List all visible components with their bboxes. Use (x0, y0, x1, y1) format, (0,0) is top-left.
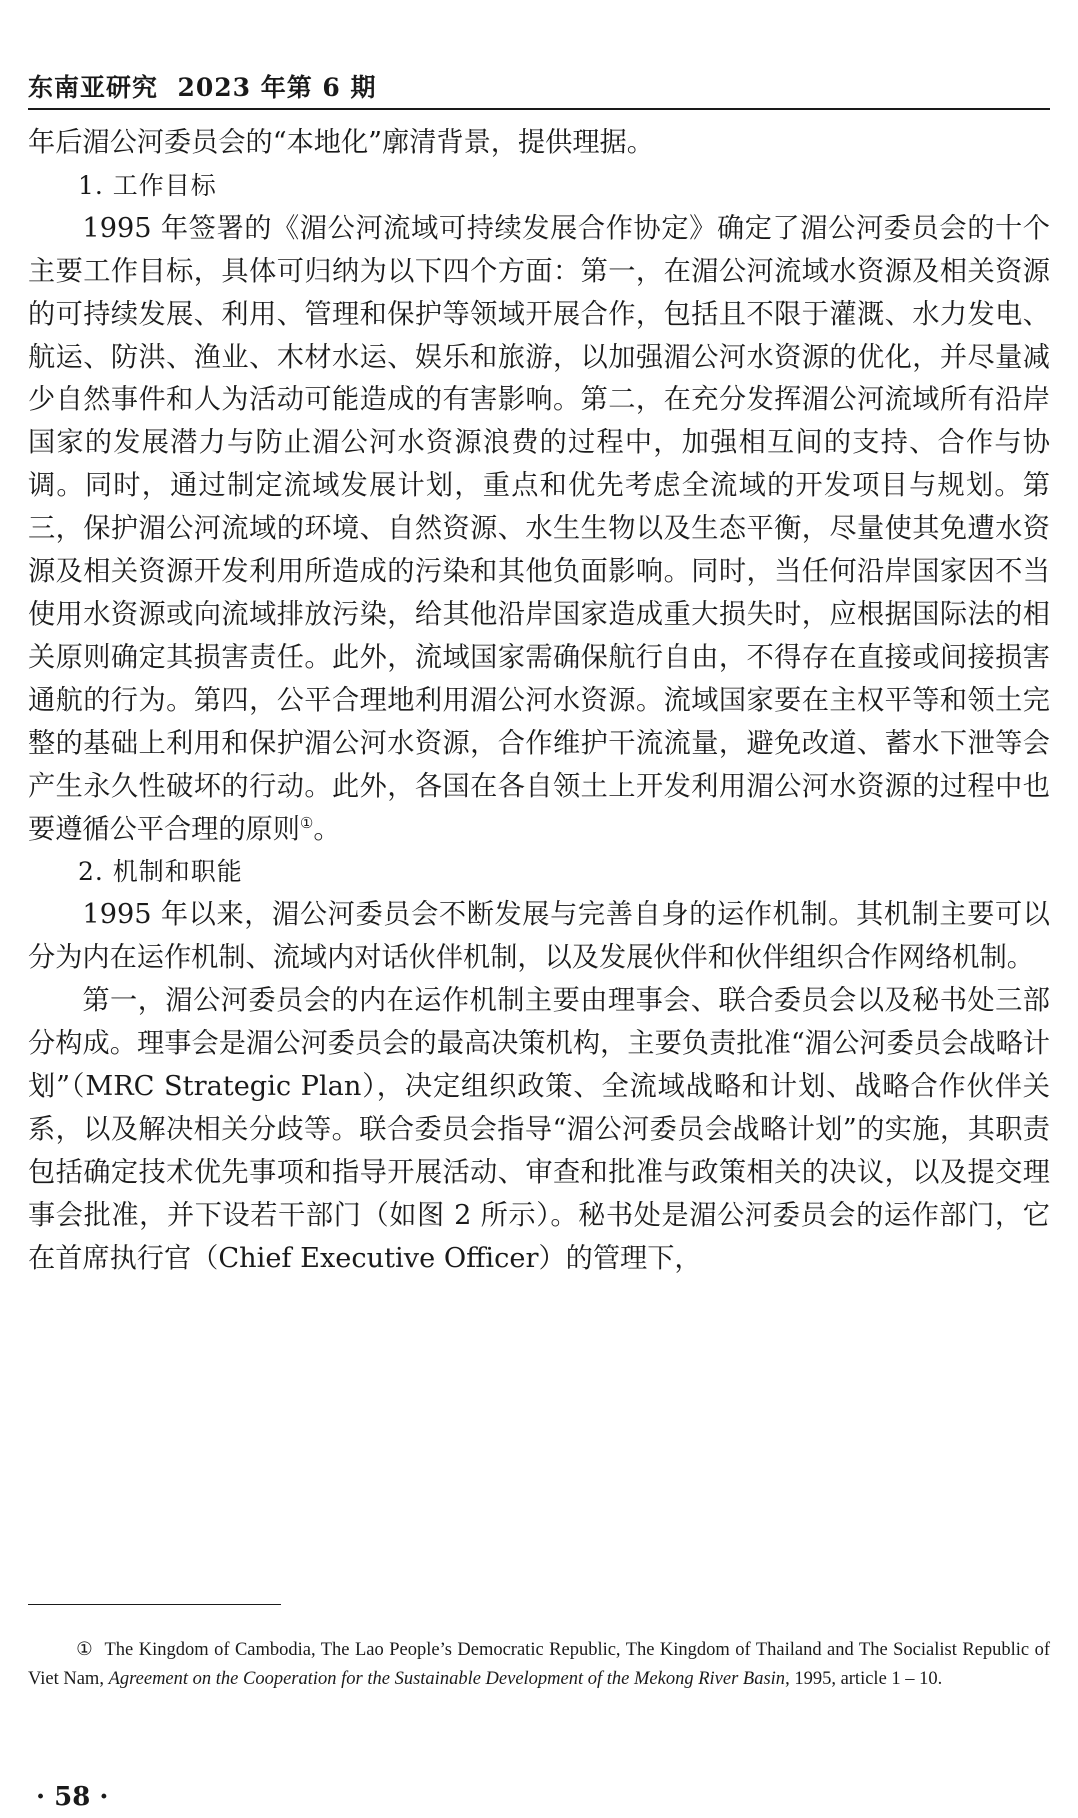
paragraph-work-goals-end: 。 (313, 813, 341, 845)
running-header (28, 60, 1050, 110)
page-number: · 58 · (36, 1782, 109, 1812)
paragraph-work-goals-text: 1995 年签署的《湄公河流域可持续发展合作协定》确定了湄公河委员会的十个主要工作目标，具体可归纳为以下四个方面：第一，在湄公河流域水资源及相关资源的可持续发展、利用、管理和保护等领域开展合作，包括且不限于灌溉、水力发电、航运、防洪、渔业、木材水运、娱乐和旅游，以加强湄公河水资源的优化，并尽量减少自然事件和人为活动可能造成的有害影响。第二，在充分发挥湄公河流域所有沿岸国家的发展潜力与防止湄公河水资源浪费的过程中，加强相互间的支持、合作与协调。同时，通过制定流域发展计划，重点和优先考虑全流域的开发项目与规划。第三，保护湄公河流域的环境、自然资源、水生生物以及生态平衡，尽量使其免遭水资源及相关资源开发利用所造成的污染和其他负面影响。同时，当任何沿岸国家因不当使用水资源或向流域排放污染，给其他沿岸国家造成重大损失时，应根据国际法的相关原则确定其损害责任。此外，流域国家需确保航行自由，不得存在直接或间接损害通航的行为。第四，公平合理地利用湄公河水资源。流域国家要在主权平等和领土完整的基础上利用和保护湄公河水资源，合作维护干流流量，避免改道、蓄水下泄等会产生永久性破坏的行动。此外，各国在各自领土上开发利用湄公河水资源的过程中也要遵循公平合理的原则 (28, 212, 1050, 845)
journal-name: 东南亚研究 (28, 73, 159, 102)
paragraph-work-goals (28, 208, 1050, 852)
footnote-title: Agreement on the Cooperation for the Sustainable Development of the Mekong River Basin (108, 1669, 786, 1689)
paragraph-continuation: 年后湄公河委员会的“本地化”廓清背景，提供理据。 (28, 127, 654, 158)
footnote-text-after: , 1995, article 1 – 10. (785, 1669, 943, 1689)
footnote-text-before: The Kingdom of Cambodia, The Lao People’s Democratic Republic, The Kingdom of Thailand and The Socialist Republic of Viet Nam, (28, 1640, 1050, 1689)
footnote-marker: ① (76, 1640, 94, 1660)
paragraph-mechanism-intro: 1995 年以来，湄公河委员会不断发展与完善自身的运作机制。其机制主要可以分为内在运作机制、流域内对话伙伴机制，以及发展伙伴和伙伴组织合作网络机制。 (28, 899, 1050, 974)
footnote-reference[interactable]: ① (299, 813, 314, 832)
paragraph-internal-mechanism: 第一，湄公河委员会的内在运作机制主要由理事会、联合委员会以及秘书处三部分构成。理事会是湄公河委员会的最高决策机构，主要负责批准“湄公河委员会战略计划”（MRC Strategic Plan），决定组织政策、全流域战略和计划、战略合作伙伴关系，以及解决相关分歧等。联合委员会指导“湄公河委员会战略计划”的实施，其职责包括确定技术优先事项和指导开展活动、审查和批准与政策相关的决议，以及提交理事会批准，并下设若干部门（如图 2 所示）。秘书处是湄公河委员会的运作部门，它在首席执行官（Chief Executive Officer）的管理下， (28, 985, 1050, 1274)
section-heading-mechanism: 2. 机制和职能 (78, 857, 243, 887)
issue-label: 2023 年第 6 期 (177, 73, 377, 102)
section-heading-work-goals: 1. 工作目标 (78, 170, 217, 200)
footnote (28, 1636, 1050, 1694)
article-body (28, 122, 1050, 1280)
footnote-divider (28, 1604, 281, 1605)
header-text (28, 68, 377, 104)
